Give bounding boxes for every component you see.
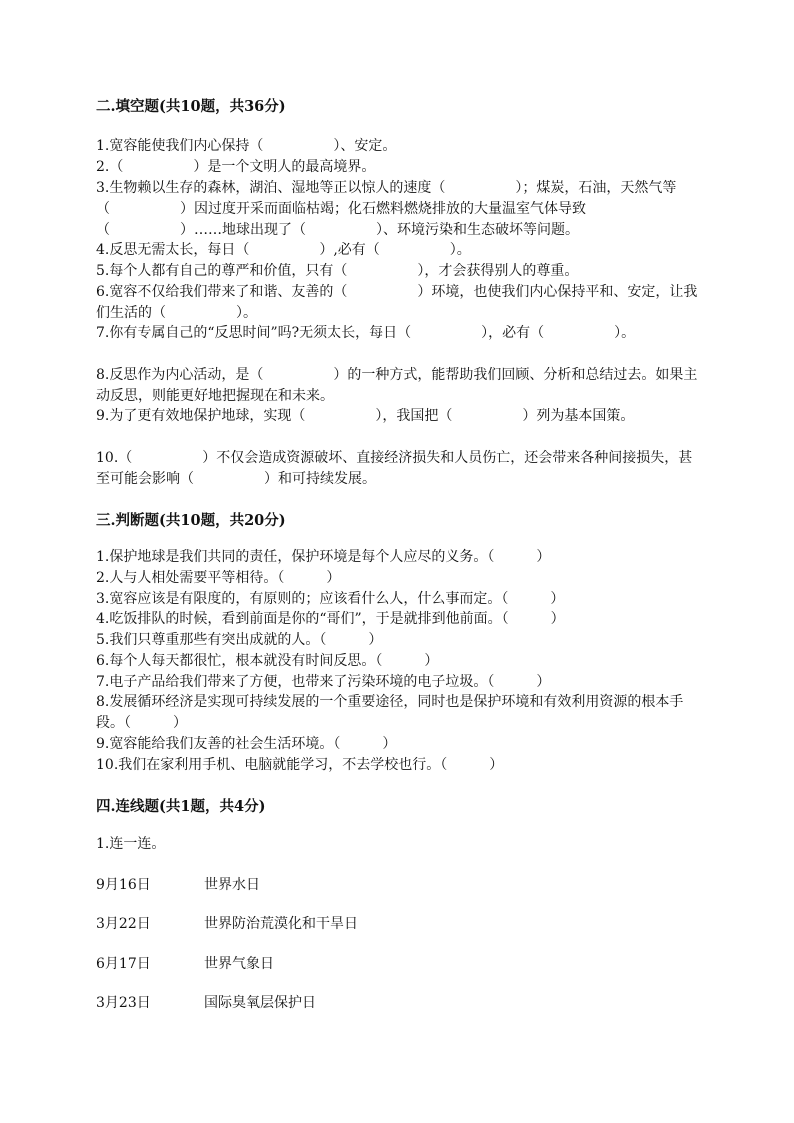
judge-question-4: 4.吃饭排队的时候，看到前面是你的“哥们”，于是就排到他前面。（ ） — [96, 611, 565, 627]
fill-question-10: 10.（ ）不仅会造成资源破坏、直接经济损失和人员伤亡，还会带来各种间接损失，甚至可能会影响（ ）和可持续发展。 — [96, 450, 693, 487]
match-row — [96, 992, 316, 1012]
match-date: 3月23日 — [96, 995, 151, 1011]
match-date: 3月22日 — [96, 916, 151, 932]
fill-question-9: 9.为了更有效地保护地球，实现（ ），我国把（ ）列为基本国策。 — [96, 408, 635, 424]
judge-question-6: 6.每个人每天都很忙，根本就没有时间反思。（ ） — [96, 653, 439, 669]
match-event: 世界水日 — [204, 877, 260, 893]
match-event: 世界气象日 — [204, 956, 274, 972]
judge-question-10: 10.我们在家利用手机、电脑就能学习，不去学校也行。（ ） — [96, 757, 504, 773]
fill-question-8: 8.反思作为内心活动，是（ ）的一种方式，能帮助我们回顾、分析和总结过去。如果主动反思，则能更好地把握现在和未来。 — [96, 367, 698, 404]
match-date: 6月17日 — [96, 956, 151, 972]
judge-question-1: 1.保护地球是我们共同的责任，保护环境是每个人应尽的义务。（ ） — [96, 549, 551, 565]
fill-question-1: 1.宽容能使我们内心保持（ ）、安定。 — [96, 138, 397, 154]
fill-question-7: 7.你有专属自己的“反思时间”吗?无须太长，每日（ ），必有（ ）。 — [96, 325, 636, 341]
section-3-title: 三.判断题(共10题，共20分) — [96, 512, 286, 529]
match-date: 9月16日 — [96, 877, 151, 893]
match-row — [96, 913, 358, 933]
fill-question-6: 6.宽容不仅给我们带来了和谐、友善的（ ）环境，也使我们内心保持平和、安定，让我们生活的（ ）。 — [96, 284, 698, 321]
match-row — [96, 953, 274, 973]
judge-question-7: 7.电子产品给我们带来了方便，也带来了污染环境的电子垃圾。（ ） — [96, 674, 551, 690]
judge-question-3: 3.宽容应该是有限度的，有原则的；应该看什么人，什么事而定。（ ） — [96, 591, 565, 607]
match-instruction: 1.连一连。 — [96, 836, 166, 852]
judge-question-2: 2.人与人相处需要平等相待。（ ） — [96, 570, 341, 586]
judge-question-9: 9.宽容能给我们友善的社会生活环境。（ ） — [96, 736, 397, 752]
judge-question-8: 8.发展循环经济是实现可持续发展的一个重要途径，同时也是保护环境和有效利用资源的根本手段。（ ） — [96, 694, 684, 731]
fill-question-5: 5.每个人都有自己的尊严和价值，只有（ ），才会获得别人的尊重。 — [96, 263, 579, 279]
fill-question-2: 2.（ ）是一个文明人的最高境界。 — [96, 159, 376, 175]
section-2-title: 二.填空题(共10题，共36分) — [96, 98, 286, 115]
fill-question-4: 4.反思无需太长，每日（ ）,必有（ ）。 — [96, 242, 471, 258]
judge-question-5: 5.我们只尊重那些有突出成就的人。（ ） — [96, 632, 383, 648]
match-event: 国际臭氧层保护日 — [204, 995, 316, 1011]
fill-question-3: 3.生物赖以生存的森林，湖泊、湿地等正以惊人的速度（ ）；煤炭，石油，天然气等（ ）因过度开采而面临枯竭；化石燃料燃烧排放的大量温室气体导致（ ）……地球出现了（ ）、环境污染和生态破坏等问题。 — [96, 180, 677, 238]
section-4-title: 四.连线题(共1题，共4分) — [96, 798, 266, 815]
match-event: 世界防治荒漠化和干旱日 — [204, 916, 358, 932]
match-row — [96, 874, 260, 894]
